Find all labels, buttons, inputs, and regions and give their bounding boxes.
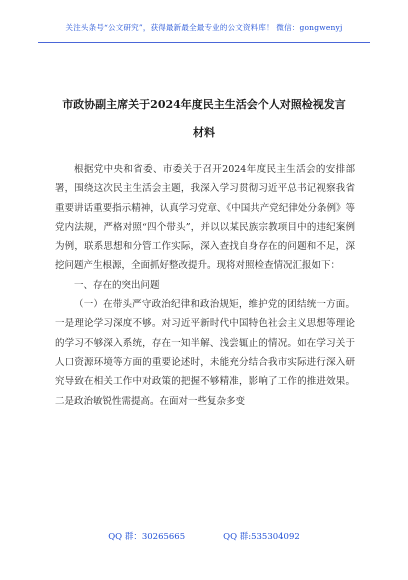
footer-contact bbox=[0, 530, 408, 542]
qq-group-2: QQ 群:535304092 bbox=[223, 532, 300, 542]
header-banner: 关注头条号“公文研究”，获得最新最全最专业的公文资料库！ 微信：gongwenyj bbox=[65, 23, 343, 32]
section-heading: 一、存在的突出问题 bbox=[74, 279, 160, 291]
intro-paragraph: 根据党中央和省委、市委关于召开2024年度民主生活会的安排部署，围绕这次民主生活会主题，我深入学习贯彻习近平总书记视察我省重要讲话重要指示精神，认真学习党章、《中国共产党纪律处分条例》等党内法规，严格对照“四个带头”，并以以某民族宗教项目中的违纪案例为例，联系思想和分管工作实际，深入查找自身存在的问题和不足，深挖问题产生根源，全面抓好整改提升。现将对照检查情况汇报如下： bbox=[55, 164, 355, 272]
document-body bbox=[55, 160, 355, 411]
qq-group-1: QQ 群：30265665 bbox=[108, 532, 186, 542]
subsection-paragraph: （一）在带头严守政治纪律和政治规矩，维护党的团结统一方面。一是理论学习深度不够。对习近平新时代中国特色社会主义思想等理论的学习不够深入系统，存在一知半解、浅尝辄止的情况。如在学习关于人口资源环境等方面的重要论述时，未能充分结合我市实际进行深入研究导致在相关工作中对政策的把握不够精准，影响了工作的推进效果。二是政治敏锐性需提高。在面对一些复杂多变 bbox=[55, 299, 355, 407]
document-title-line-1: 市政协副主席关于2024年度民主生活会个人对照检视发言 bbox=[62, 98, 346, 111]
document-title-line-2: 材料 bbox=[193, 126, 215, 139]
header-divider bbox=[38, 42, 370, 43]
